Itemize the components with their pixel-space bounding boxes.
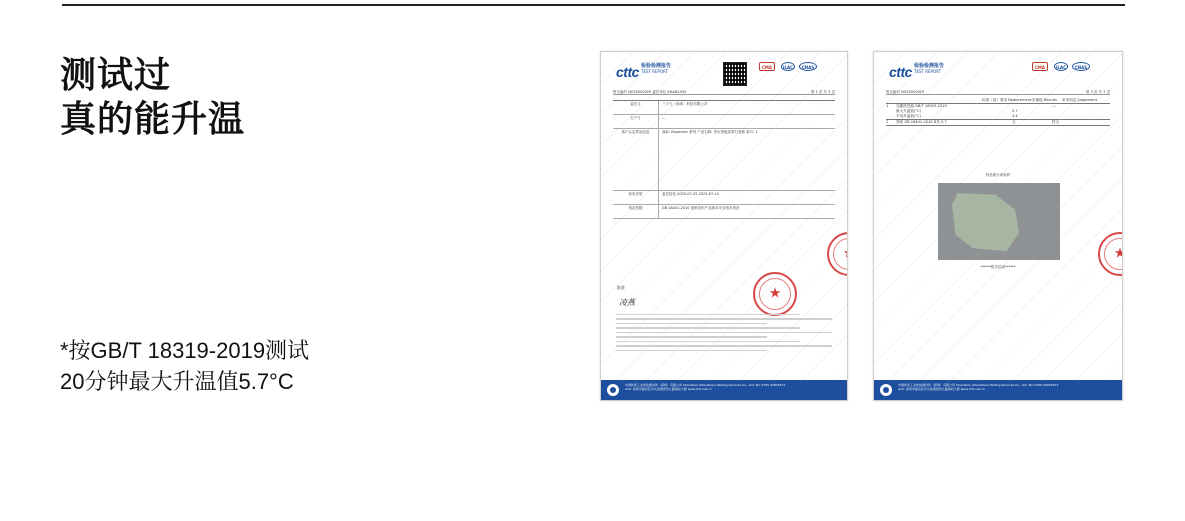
report-number-line (886, 89, 1110, 95)
table-row: 1 光蓄热性能 GB/T 18319-2019 --- (886, 104, 1056, 108)
report-end-label: ******报告结束****** (980, 265, 1016, 269)
ilac-mark: ILAC (781, 62, 795, 71)
report-number: 报告编号 NG25000929 (886, 90, 925, 94)
report-footer: 中国纺织工业检验测试所（深圳）有限公司 Chenzhen (Shenzhen) Testing Services Co., Ltd. Tel: 0755-33825371 Add: 深圳市福田区沙头街道泰然九路海松大厦 www.cttc.net.cn (874, 380, 1122, 400)
cma-mark: CMA (1032, 62, 1048, 71)
cttc-logo: cttc (889, 64, 912, 80)
company-logo-icon (607, 384, 619, 396)
headline (60, 54, 245, 142)
report-footer: 中国纺织工业检验测试所（深圳）有限公司 Chenzhen (Shenzhen) Testing Services Co., Ltd. Tel: 0755-33825371 Add: 深圳市福田区沙头街道泰然九路海松大厦 www.cttc.net.cn (601, 380, 847, 400)
company-logo-icon (880, 384, 892, 396)
photo-caption: 样品照片或贴样 (985, 173, 1011, 177)
field-row: 判定依据 GB 18401-2010 国家纺织产品基本安全技术规范 (613, 205, 835, 219)
test-note-line-1: *按GB/T 18319-2019测试 (60, 338, 310, 363)
report-title-cn: 检验检测报告 (641, 63, 672, 69)
qr-code (723, 62, 747, 86)
report-number: 报告编号 NG25000929 委托单位 KHAN2492 (613, 90, 687, 94)
test-report-page-3 (873, 51, 1123, 401)
cnas-mark: CNAS (1072, 62, 1090, 71)
notes-lines (616, 314, 832, 354)
signature: 凌燕 (619, 298, 635, 307)
report-title (914, 63, 944, 75)
field-row: 生产方 --- (613, 115, 835, 129)
headline-line-1: 测试过 (60, 55, 172, 96)
headline-line-2: 真的能升温 (60, 99, 246, 140)
results-header: 标准（项）要求 Requirement 实测值 Results 单项判定 Judgement (886, 98, 1110, 104)
cttc-logo: cttc (616, 64, 639, 80)
cma-mark: CMA (759, 62, 775, 71)
test-note (60, 335, 309, 397)
report-number-line (613, 89, 835, 95)
ilac-mark: ILAC (1054, 62, 1068, 71)
page-number: 第 1 页 共 3 页 (810, 90, 835, 94)
field-row: 检验类型 委托检验 2025-07-05 2025-07-14 (613, 191, 835, 205)
report-title-en: TEST REPORT (914, 69, 942, 74)
results-table (886, 98, 1110, 126)
field-row: 委托方 三少九（深圳）科技有限公司 (613, 101, 835, 115)
fabric-sample (952, 193, 1022, 253)
report-fields-table (613, 100, 835, 219)
table-row: 2 异味 GB 18401-2010 B类 0.7 无 符合 (886, 120, 1110, 126)
cnas-mark: CNAS (799, 62, 817, 71)
field-row: 客户认定样品信息 商标: Banonam 系列 产品名称: 男女热能加厚打底裤 款号: 1 (613, 129, 835, 191)
report-title-en: TEST REPORT (641, 69, 669, 74)
page-number: 第 3 页 共 3 页 (1085, 90, 1110, 94)
report-title-cn: 检验检测报告 (914, 63, 945, 69)
sample-photo (938, 183, 1060, 260)
report-title (641, 63, 671, 75)
table-row: 平均升温值(°C) 3.4 (886, 114, 1110, 120)
table-row: 最大升温值(°C) 5.7 (896, 109, 1018, 113)
test-note-line-2: 20分钟最大升温值5.7°C (60, 369, 294, 394)
official-stamp (753, 272, 797, 316)
approver-label: 批准 (617, 285, 625, 290)
top-divider (62, 4, 1125, 6)
test-report-page-1 (600, 51, 848, 401)
